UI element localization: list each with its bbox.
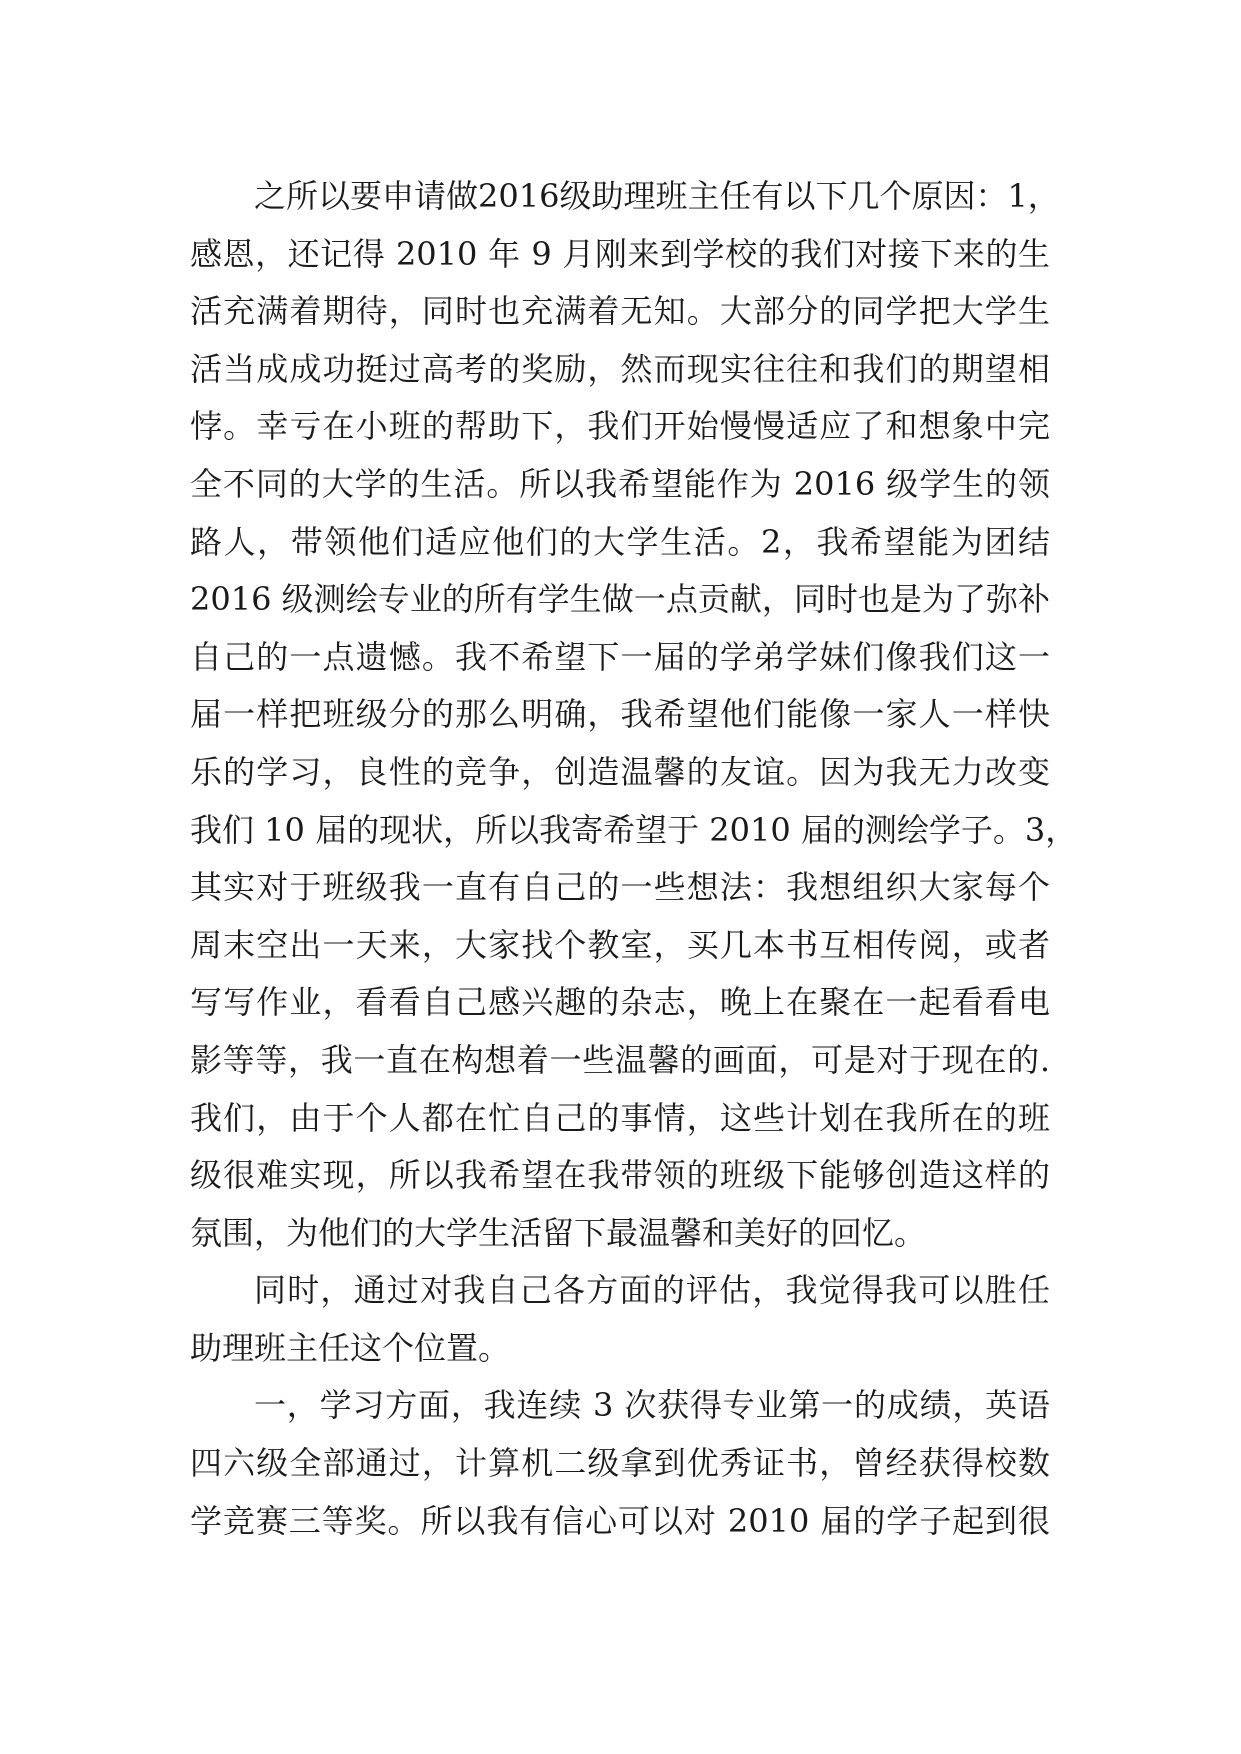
- text-line: 活当成成功挺过高考的奖励，然而现实往往和我们的期望相: [190, 349, 1050, 388]
- text-line: 路人，带领他们适应他们的大学生活。2，我希望能为团结: [190, 522, 1050, 561]
- text-line: 之所以要申请做2016级助理班主任有以下几个原因：1，: [254, 177, 1060, 215]
- text-line: 级很难实现，所以我希望在我带领的班级下能够创造这样的: [190, 1156, 1050, 1195]
- paragraph-reasons: [190, 168, 1078, 1262]
- text-line: 四六级全部通过，计算机二级拿到优秀证书，曾经获得校数: [190, 1444, 1050, 1483]
- paragraph-self-assessment: [190, 1262, 1050, 1377]
- text-line: 周末空出一天来，大家找个教室，买几本书互相传阅，或者: [190, 925, 1050, 964]
- paragraph-study: [190, 1377, 1050, 1550]
- text-line: 2016 级测绘专业的所有学生做一点贡献，同时也是为了弥补: [190, 580, 1050, 619]
- text-line: 我们 10 届的现状，所以我寄希望于 2010 届的测绘学子。3，: [190, 810, 1078, 849]
- text-line: 我们，由于个人都在忙自己的事情，这些计划在我所在的班: [190, 1098, 1050, 1137]
- text-line: 助理班主任这个位置。: [190, 1328, 511, 1367]
- text-line: 活充满着期待，同时也充满着无知。大部分的同学把大学生: [190, 292, 1050, 331]
- text-line: 一，学习方面，我连续 3 次获得专业第一的成绩，英语: [254, 1386, 1050, 1425]
- text-line: 乐的学习，良性的竞争，创造温馨的友谊。因为我无力改变: [190, 752, 1050, 791]
- text-line: 其实对于班级我一直有自己的一些想法：我想组织大家每个: [190, 868, 1050, 907]
- text-line: 氛围，为他们的大学生活留下最温馨和美好的回忆。: [190, 1213, 927, 1252]
- text-line: 悖。幸亏在小班的帮助下，我们开始慢慢适应了和想象中完: [190, 407, 1050, 446]
- text-line: 同时，通过对我自己各方面的评估，我觉得我可以胜任: [254, 1271, 1050, 1310]
- document-body: [190, 168, 1078, 1550]
- text-line: 届一样把班级分的那么明确，我希望他们能像一家人一样快: [190, 695, 1050, 734]
- text-line: 学竞赛三等奖。所以我有信心可以对 2010 届的学子起到很: [190, 1501, 1050, 1540]
- text-line: 写写作业，看看自己感兴趣的杂志，晚上在聚在一起看看电: [190, 983, 1050, 1022]
- text-line: 自己的一点遗憾。我不希望下一届的学弟学妹们像我们这一: [190, 637, 1050, 676]
- text-line: 影等等，我一直在构想着一些温馨的画面，可是对于现在的.: [190, 1040, 1050, 1079]
- text-line: 全不同的大学的生活。所以我希望能作为 2016 级学生的领: [190, 464, 1050, 503]
- text-line: 感恩，还记得 2010 年 9 月刚来到学校的我们对接下来的生: [190, 234, 1050, 273]
